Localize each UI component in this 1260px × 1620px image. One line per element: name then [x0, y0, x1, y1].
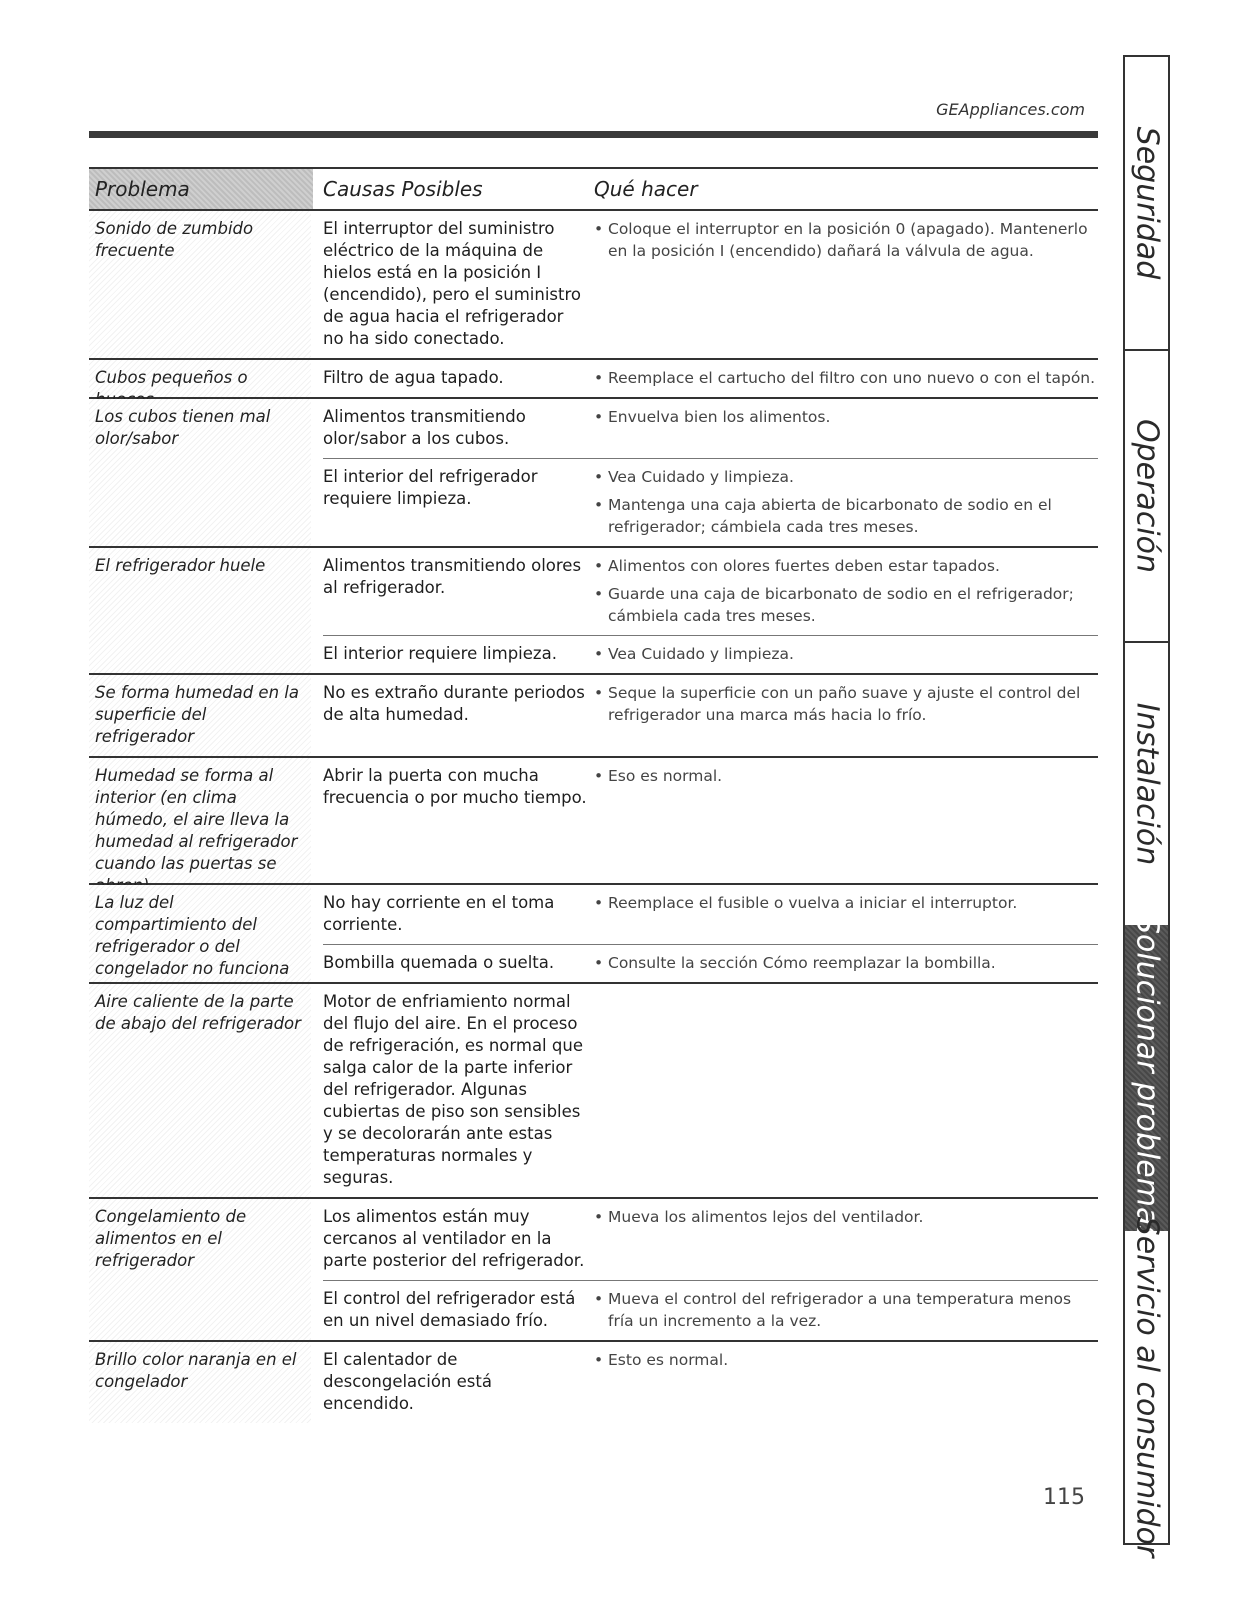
- action-item: • Envuelva bien los alimentos.: [594, 406, 1098, 428]
- cause-action-pair: [323, 211, 1098, 358]
- action-cell: [594, 466, 1098, 538]
- table-row: [89, 1342, 1098, 1423]
- action-cell: [594, 555, 1098, 627]
- action-cell: [594, 892, 1098, 936]
- cause-action-pair: [323, 635, 1098, 673]
- problem-cell: Brillo color naranja en el congelador: [89, 1342, 311, 1423]
- action-cell: [594, 367, 1098, 389]
- action-cell: [594, 406, 1098, 450]
- table-row: [89, 360, 1098, 399]
- tab-seguridad[interactable]: [1125, 57, 1168, 351]
- cause-cell: El interior del refrigerador requiere limpieza.: [323, 467, 538, 508]
- problem-cell: Humedad se forma al interior (en clima húmedo, el aire lleva la humedad al refrigerador cuando las puertas se: [89, 758, 311, 883]
- cause-action-pair: [323, 1342, 1098, 1423]
- cause-cell: Alimentos transmitiendo olor/sabor a los cubos.: [323, 407, 526, 448]
- action-item: • Reemplace el cartucho del filtro con uno nuevo o con el tapón.: [594, 367, 1098, 389]
- cause-cell: No hay corriente en el toma corriente.: [323, 893, 555, 934]
- action-cell: [594, 991, 1098, 1189]
- cause-action-pair: [323, 885, 1098, 944]
- problem-cell: Sonido de zumbido frecuente: [89, 211, 311, 358]
- table-row: [89, 984, 1098, 1199]
- table-row: [89, 211, 1098, 360]
- section-tabs: [1123, 55, 1170, 1558]
- action-item: • Eso es normal.: [594, 765, 1098, 787]
- page-number: 115: [1043, 1485, 1085, 1510]
- cause-cell: El interior requiere limpieza.: [323, 644, 557, 663]
- cause-cell: Motor de enfriamiento normal del flujo del aire. En el proceso de refrigeración, es normal que salga calor de la parte inferior del refrigerador. Algunas cubiertas de piso son sensibles y se decolorarán ante estas temperaturas normales y seguras.: [323, 992, 583, 1187]
- table-row: [89, 675, 1098, 758]
- tab-operacion[interactable]: [1125, 351, 1168, 643]
- problem-cell: La luz del compartimiento del refrigerador o del congelador no funciona: [89, 885, 311, 982]
- tab-instalacion[interactable]: [1125, 643, 1168, 925]
- header-problem: Problema: [89, 169, 313, 209]
- cause-cell: Los alimentos están muy cercanos al ventilador en la parte posterior del refrigerador.: [323, 1207, 585, 1270]
- cause-action-pair: [323, 548, 1098, 635]
- header-action: Qué hacer: [594, 177, 698, 201]
- action-cell: [594, 765, 1098, 875]
- cause-cell: El interruptor del suministro eléctrico de la máquina de hielos está en la posición I (encendido), pero el suministro de agua hacia el refrigerador no ha sido conectado.: [323, 219, 581, 348]
- cause-action-pair: [323, 360, 1098, 397]
- action-cell: [594, 218, 1098, 350]
- troubleshooting-table: [89, 167, 1098, 1423]
- action-item: • Mueva el control del refrigerador a una temperatura menos fría un incremento a la vez.: [594, 1288, 1098, 1332]
- header-cause: Causas Posibles: [323, 177, 483, 201]
- action-item: • Vea Cuidado y limpieza.: [594, 466, 1098, 488]
- cause-action-pair: [323, 399, 1098, 458]
- problem-cell: Congelamiento de alimentos en el refrigerador: [89, 1199, 311, 1340]
- action-item: • Seque la superficie con un paño suave y ajuste el control del refrigerador una marca más hacia lo frío.: [594, 682, 1098, 726]
- action-item: • Guarde una caja de bicarbonato de sodio en el refrigerador; cámbiela cada tres meses.: [594, 583, 1098, 627]
- action-item: • Mantenga una caja abierta de bicarbonato de sodio en el refrigerador; cámbiela cada tres meses.: [594, 494, 1098, 538]
- problem-cell: Se forma humedad en la superficie del refrigerador: [89, 675, 311, 756]
- action-item: • Coloque el interruptor en la posición 0 (apagado). Mantenerlo en la posición I (encendido) dañará la válvula de agua.: [594, 218, 1098, 262]
- tab-label: Servicio al consumidor: [1129, 1216, 1164, 1558]
- action-cell: [594, 1288, 1098, 1332]
- table-row: [89, 548, 1098, 675]
- tab-label: Instalación: [1129, 702, 1164, 866]
- cause-action-pair: [323, 458, 1098, 546]
- cause-action-pair: [323, 758, 1098, 883]
- table-row: [89, 1199, 1098, 1342]
- table-row: [89, 399, 1098, 548]
- problem-cell: Los cubos tienen mal olor/sabor: [89, 399, 311, 546]
- top-rule: [89, 131, 1098, 138]
- cause-cell: Bombilla quemada o suelta.: [323, 953, 555, 972]
- cause-cell: Abrir la puerta con mucha frecuencia o por mucho tiempo.: [323, 766, 587, 807]
- action-item: • Reemplace el fusible o vuelva a iniciar el interruptor.: [594, 892, 1098, 914]
- cause-action-pair: [323, 984, 1098, 1197]
- cause-cell: El control del refrigerador está en un nivel demasiado frío.: [323, 1289, 576, 1330]
- cause-cell: No es extraño durante periodos de alta humedad.: [323, 683, 585, 724]
- table-header: [89, 167, 1098, 211]
- problem-cell: Aire caliente de la parte de abajo del refrigerador: [89, 984, 311, 1197]
- action-item: • Vea Cuidado y limpieza.: [594, 643, 1098, 665]
- tab-label: Operación: [1129, 418, 1164, 574]
- action-item: • Esto es normal.: [594, 1349, 1098, 1371]
- action-item: • Consulte la sección Cómo reemplazar la bombilla.: [594, 952, 1098, 974]
- cause-cell: Alimentos transmitiendo olores al refrigerador.: [323, 556, 582, 597]
- table-row: [89, 885, 1098, 984]
- action-cell: [594, 1206, 1098, 1272]
- cause-action-pair: [323, 1280, 1098, 1340]
- site-url: GEAppliances.com: [936, 100, 1085, 119]
- table-row: [89, 758, 1098, 885]
- action-cell: [594, 643, 1098, 665]
- cause-action-pair: [323, 675, 1098, 756]
- action-cell: [594, 952, 1098, 974]
- cause-action-pair: [323, 944, 1098, 982]
- action-cell: [594, 1349, 1098, 1415]
- cause-action-pair: [323, 1199, 1098, 1280]
- tab-servicio-al-consumidor[interactable]: [1125, 1216, 1168, 1558]
- action-item: • Alimentos con olores fuertes deben estar tapados.: [594, 555, 1098, 577]
- problem-cell: El refrigerador huele: [89, 548, 311, 673]
- tab-label: Solucionar problemas: [1129, 914, 1164, 1242]
- tab-solucionar-problemas[interactable]: [1125, 914, 1168, 1242]
- tab-label: Seguridad: [1129, 126, 1164, 280]
- cause-cell: Filtro de agua tapado.: [323, 368, 504, 387]
- action-item: • Mueva los alimentos lejos del ventilador.: [594, 1206, 1098, 1228]
- cause-cell: El calentador de descongelación está encendido.: [323, 1350, 492, 1413]
- problem-cell: Cubos pequeños o: [89, 360, 311, 397]
- action-cell: [594, 682, 1098, 748]
